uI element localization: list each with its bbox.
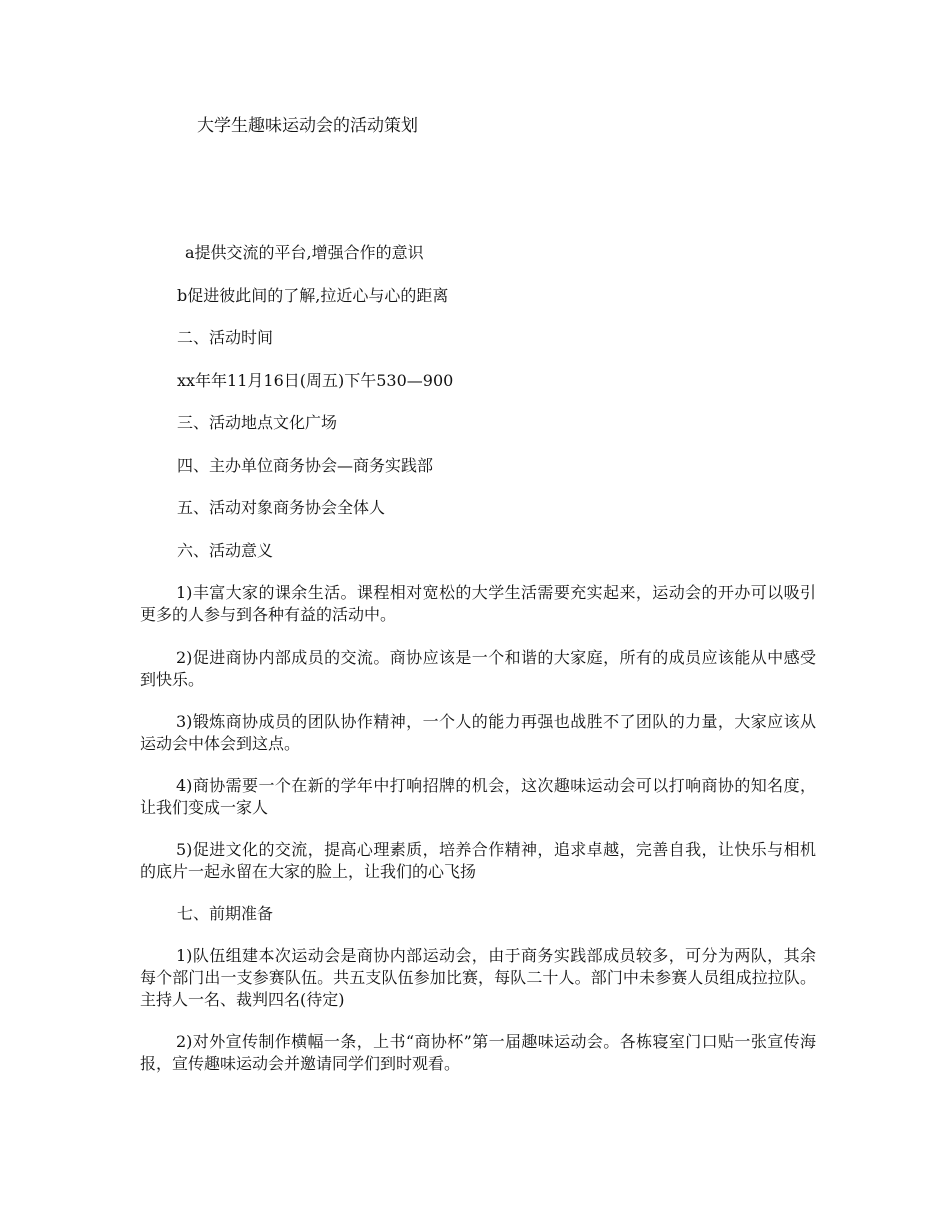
significance-paragraph-1: 1)丰富大家的课余生活。课程相对宽松的大学生活需要充实起来，运动会的开办可以吸引更多的人参与到各种有益的活动中。 (140, 583, 816, 624)
section-preparation-heading: 七、前期准备 (177, 904, 274, 923)
document-title: 大学生趣味运动会的活动策划 (197, 116, 418, 136)
section-significance-heading: 六、活动意义 (177, 541, 274, 560)
significance-paragraph-5: 5)促进文化的交流，提高心理素质，培养合作精神，追求卓越，完善自我，让快乐与相机的底片一起永留在大家的脸上，让我们的心飞扬 (140, 840, 816, 881)
significance-paragraph-4: 4)商协需要一个在新的学年中打响招牌的机会，这次趣味运动会可以打响商协的知名度，让我们变成一家人 (140, 776, 816, 817)
section-audience-heading: 五、活动对象商务协会全体人 (177, 498, 386, 517)
preparation-paragraph-1: 1)队伍组建本次运动会是商协内部运动会，由于商务实践部成员较多，可分为两队，其余每个部门出一支参赛队伍。共五支队伍参加比赛，每队二十人。部门中未参赛人员组成拉拉队。主持人一名、裁判四名(待定) (140, 946, 816, 1009)
activity-time-text: xx年年11月16日(周五)下午530—900 (177, 371, 454, 390)
goal-b-line: b促进彼此间的了解,拉近心与心的距离 (177, 286, 449, 305)
section-organizer-heading: 四、主办单位商务协会—商务实践部 (177, 456, 434, 475)
significance-paragraph-3: 3)锻炼商协成员的团队协作精神，一个人的能力再强也战胜不了团队的力量，大家应该从运动会中体会到这点。 (140, 712, 816, 753)
goal-a-line: a提供交流的平台,增强合作的意识 (185, 243, 424, 262)
significance-paragraph-2: 2)促进商协内部成员的交流。商协应该是一个和谐的大家庭，所有的成员应该能从中感受到快乐。 (140, 648, 816, 689)
section-time-heading: 二、活动时间 (177, 328, 274, 347)
section-location-heading: 三、活动地点文化广场 (177, 413, 338, 432)
preparation-paragraph-2: 2)对外宣传制作横幅一条，上书“商协杯”第一届趣味运动会。各栋寝室门口贴一张宣传海报，宣传趣味运动会并邀请同学们到时观看。 (140, 1032, 816, 1073)
